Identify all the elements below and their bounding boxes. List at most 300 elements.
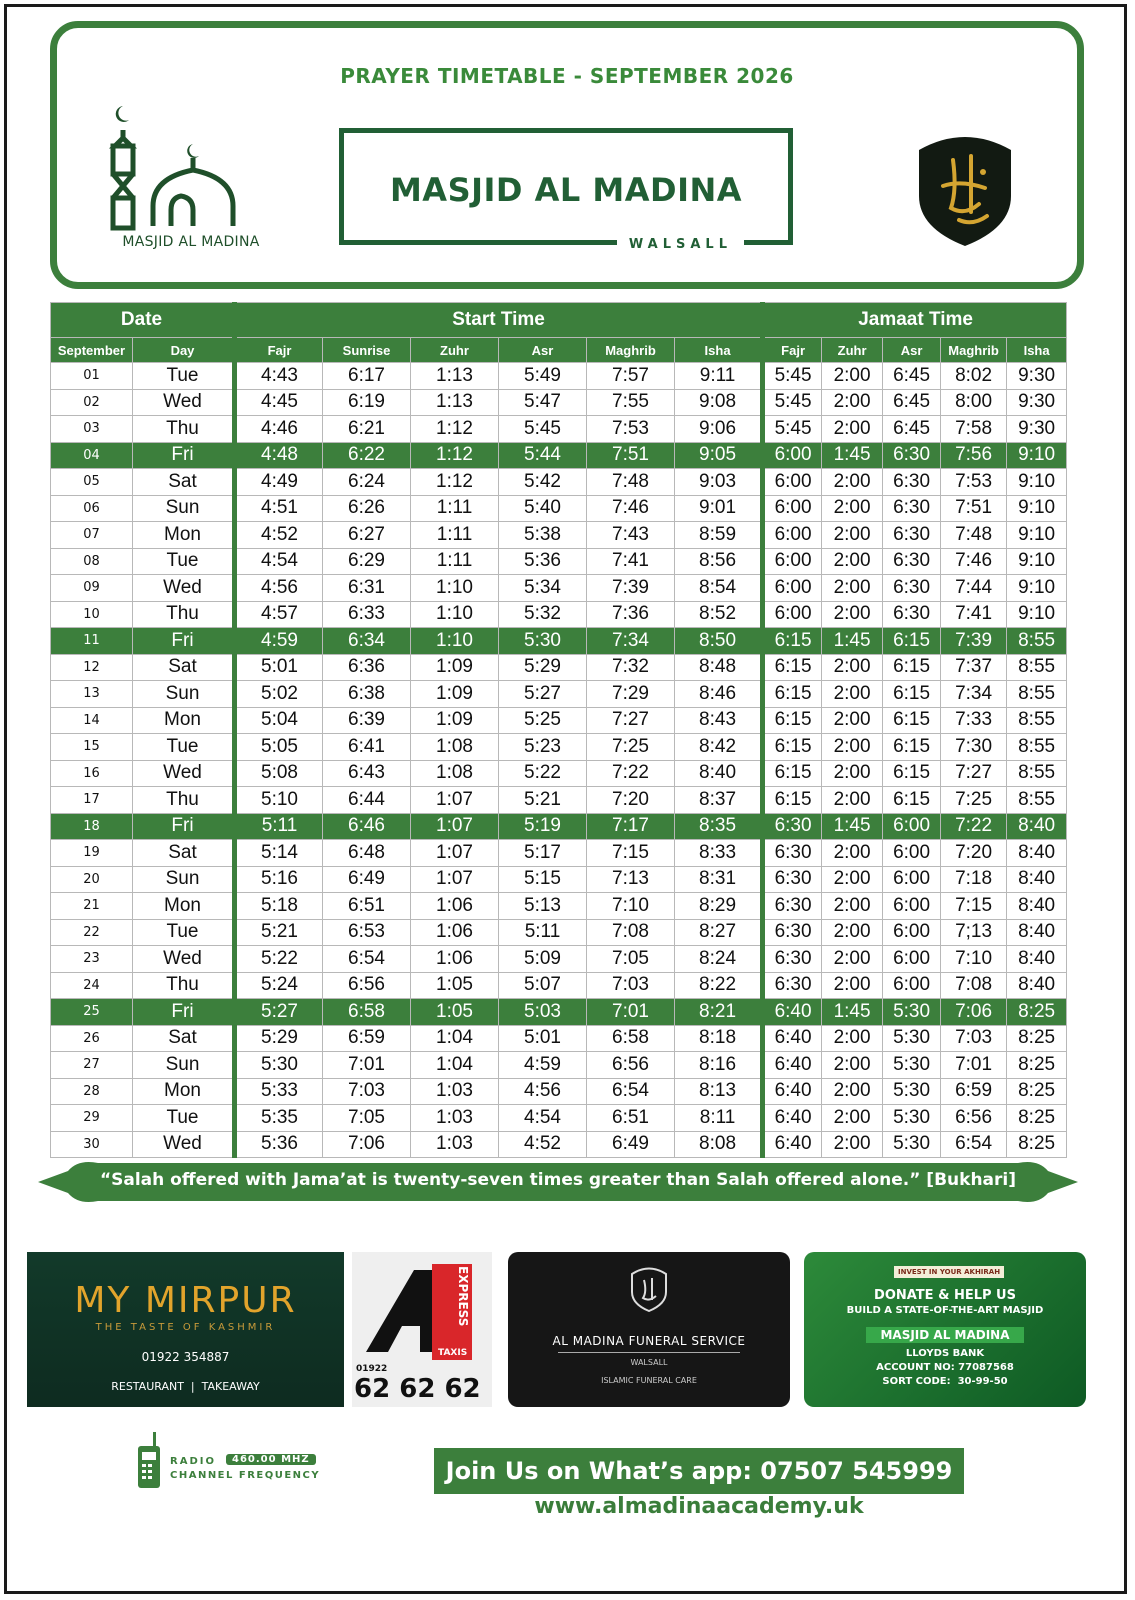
cell-isha-start: 9:11	[675, 363, 763, 390]
cell-sunrise: 6:46	[323, 813, 411, 840]
mosque-icon	[101, 98, 281, 233]
cell-isha-jamaat: 9:10	[1007, 495, 1067, 522]
cell-zuhr-start: 1:10	[411, 575, 499, 602]
cell-day: Wed	[133, 1131, 235, 1158]
cell-sunrise: 6:34	[323, 628, 411, 655]
cell-isha-start: 8:33	[675, 840, 763, 867]
cell-zuhr-jamaat: 2:00	[822, 734, 883, 761]
cell-asr-start: 5:25	[499, 707, 587, 734]
cell-fajr-jamaat: 6:15	[763, 787, 822, 814]
cell-asr-start: 5:22	[499, 760, 587, 787]
table-row	[51, 787, 1067, 814]
cell-maghrib-jamaat: 7:18	[941, 866, 1007, 893]
cell-fajr-start: 5:33	[235, 1078, 323, 1105]
cell-fajr-jamaat: 6:00	[763, 469, 822, 496]
cell-maghrib-start: 7:22	[587, 760, 675, 787]
hadith-banner	[38, 1157, 1078, 1207]
radio-freq: 460.00 MHZ	[226, 1454, 316, 1465]
column-header-fajr-start: Fajr	[235, 338, 323, 363]
cell-asr-start: 5:32	[499, 601, 587, 628]
cell-day: Tue	[133, 363, 235, 390]
cell-isha-start: 8:43	[675, 707, 763, 734]
cell-fajr-jamaat: 6:30	[763, 813, 822, 840]
cell-asr-start: 5:01	[499, 1025, 587, 1052]
funeral-desc: ISLAMIC FUNERAL CARE	[601, 1376, 697, 1385]
cell-asr-start: 5:07	[499, 972, 587, 999]
cell-month: 09	[51, 575, 133, 602]
cell-month: 14	[51, 707, 133, 734]
cell-month: 11	[51, 628, 133, 655]
cell-fajr-jamaat: 6:30	[763, 866, 822, 893]
mirpur-services: RESTAURANT | TAKEAWAY	[111, 1380, 260, 1393]
cell-day: Thu	[133, 416, 235, 443]
cell-fajr-start: 5:02	[235, 681, 323, 708]
cell-zuhr-start: 1:07	[411, 787, 499, 814]
cell-month: 20	[51, 866, 133, 893]
funeral-service-ad[interactable]	[508, 1252, 790, 1407]
cell-asr-jamaat: 6:30	[883, 442, 941, 469]
cell-fajr-jamaat: 6:40	[763, 1078, 822, 1105]
cell-month: 22	[51, 919, 133, 946]
cell-isha-start: 8:24	[675, 946, 763, 973]
cell-month: 02	[51, 389, 133, 416]
cell-fajr-jamaat: 6:40	[763, 1105, 822, 1132]
cell-asr-start: 5:19	[499, 813, 587, 840]
cell-maghrib-start: 7:05	[587, 946, 675, 973]
table-row	[51, 1025, 1067, 1052]
cell-month: 21	[51, 893, 133, 920]
cell-isha-jamaat: 8:55	[1007, 654, 1067, 681]
whatsapp-banner[interactable]: Join Us on What’s app: 07507 545999	[434, 1448, 964, 1494]
cell-zuhr-start: 1:09	[411, 654, 499, 681]
column-header-sunrise: Sunrise	[323, 338, 411, 363]
table-row	[51, 813, 1067, 840]
cell-maghrib-jamaat: 7:20	[941, 840, 1007, 867]
cell-fajr-start: 4:54	[235, 548, 323, 575]
cell-maghrib-start: 7:53	[587, 416, 675, 443]
cell-asr-start: 5:40	[499, 495, 587, 522]
cell-maghrib-jamaat: 7:41	[941, 601, 1007, 628]
cell-fajr-jamaat: 6:30	[763, 840, 822, 867]
cell-day: Thu	[133, 787, 235, 814]
table-row	[51, 548, 1067, 575]
cell-fajr-start: 5:36	[235, 1131, 323, 1158]
cell-maghrib-jamaat: 7:51	[941, 495, 1007, 522]
cell-asr-jamaat: 5:30	[883, 1025, 941, 1052]
cell-asr-start: 5:47	[499, 389, 587, 416]
cell-day: Tue	[133, 1105, 235, 1132]
cell-asr-start: 5:34	[499, 575, 587, 602]
column-header-zuhr-start: Zuhr	[411, 338, 499, 363]
cell-sunrise: 6:17	[323, 363, 411, 390]
cell-isha-start: 9:03	[675, 469, 763, 496]
cell-asr-start: 5:13	[499, 893, 587, 920]
cell-isha-start: 8:29	[675, 893, 763, 920]
cell-fajr-start: 4:51	[235, 495, 323, 522]
cell-isha-start: 8:56	[675, 548, 763, 575]
cell-maghrib-start: 7:10	[587, 893, 675, 920]
cell-sunrise: 6:33	[323, 601, 411, 628]
donate-title: DONATE & HELP US	[874, 1288, 1016, 1303]
cell-sunrise: 6:41	[323, 734, 411, 761]
cell-maghrib-jamaat: 7:25	[941, 787, 1007, 814]
column-header-day: Day	[133, 338, 235, 363]
cell-month: 25	[51, 999, 133, 1026]
cell-zuhr-jamaat: 2:00	[822, 972, 883, 999]
start-time-group-header: Start Time	[235, 303, 763, 338]
cell-month: 24	[51, 972, 133, 999]
cell-fajr-start: 4:43	[235, 363, 323, 390]
cell-isha-start: 9:01	[675, 495, 763, 522]
cell-maghrib-jamaat: 7:39	[941, 628, 1007, 655]
column-header-fajr-jamaat: Fajr	[763, 338, 822, 363]
cell-sunrise: 6:48	[323, 840, 411, 867]
cell-isha-jamaat: 9:10	[1007, 575, 1067, 602]
cell-zuhr-start: 1:03	[411, 1131, 499, 1158]
timetable-body	[51, 363, 1067, 1158]
cell-fajr-jamaat: 5:45	[763, 363, 822, 390]
cell-sunrise: 6:19	[323, 389, 411, 416]
cell-asr-jamaat: 5:30	[883, 1131, 941, 1158]
express-taxis-ad[interactable]	[352, 1252, 492, 1407]
cell-maghrib-start: 7:39	[587, 575, 675, 602]
cell-zuhr-jamaat: 1:45	[822, 813, 883, 840]
taxi-taxis-label: TAXIS	[438, 1348, 468, 1358]
cell-zuhr-jamaat: 2:00	[822, 1105, 883, 1132]
cell-day: Thu	[133, 601, 235, 628]
cell-maghrib-jamaat: 7:08	[941, 972, 1007, 999]
cell-day: Mon	[133, 893, 235, 920]
cell-zuhr-jamaat: 2:00	[822, 654, 883, 681]
cell-isha-jamaat: 8:40	[1007, 946, 1067, 973]
cell-month: 27	[51, 1052, 133, 1079]
cell-isha-start: 8:37	[675, 787, 763, 814]
cell-maghrib-start: 6:58	[587, 1025, 675, 1052]
cell-maghrib-jamaat: 7:44	[941, 575, 1007, 602]
cell-zuhr-start: 1:10	[411, 628, 499, 655]
donate-subtitle: BUILD A STATE-OF-THE-ART MASJID	[846, 1305, 1044, 1316]
cell-isha-jamaat: 8:25	[1007, 999, 1067, 1026]
cell-zuhr-jamaat: 2:00	[822, 760, 883, 787]
cell-sunrise: 6:22	[323, 442, 411, 469]
cell-fajr-jamaat: 6:30	[763, 893, 822, 920]
cell-asr-jamaat: 6:15	[883, 654, 941, 681]
cell-asr-jamaat: 6:45	[883, 363, 941, 390]
cell-zuhr-start: 1:13	[411, 389, 499, 416]
cell-day: Wed	[133, 946, 235, 973]
cell-maghrib-start: 6:49	[587, 1131, 675, 1158]
cell-day: Tue	[133, 734, 235, 761]
cell-isha-start: 8:52	[675, 601, 763, 628]
taxi-phone-number: 62 62 62	[354, 1374, 481, 1404]
cell-isha-jamaat: 9:10	[1007, 522, 1067, 549]
cell-isha-start: 9:05	[675, 442, 763, 469]
taxi-express-label: EXPRESS	[456, 1266, 470, 1327]
cell-zuhr-jamaat: 2:00	[822, 416, 883, 443]
cell-sunrise: 6:38	[323, 681, 411, 708]
cell-maghrib-jamaat: 7:33	[941, 707, 1007, 734]
cell-maghrib-start: 7:51	[587, 442, 675, 469]
cell-asr-jamaat: 6:00	[883, 946, 941, 973]
cell-fajr-jamaat: 6:15	[763, 760, 822, 787]
cell-zuhr-start: 1:11	[411, 548, 499, 575]
cell-asr-start: 5:27	[499, 681, 587, 708]
cell-asr-jamaat: 6:15	[883, 707, 941, 734]
cell-fajr-jamaat: 6:30	[763, 946, 822, 973]
cell-isha-start: 8:08	[675, 1131, 763, 1158]
cell-fajr-start: 5:01	[235, 654, 323, 681]
cell-sunrise: 6:27	[323, 522, 411, 549]
cell-maghrib-jamaat: 7:01	[941, 1052, 1007, 1079]
table-row	[51, 999, 1067, 1026]
cell-asr-jamaat: 6:15	[883, 681, 941, 708]
walkie-talkie-icon	[136, 1432, 162, 1490]
donate-sort-code: SORT CODE: 30-99-50	[882, 1376, 1008, 1387]
cell-month: 26	[51, 1025, 133, 1052]
cell-zuhr-jamaat: 2:00	[822, 1052, 883, 1079]
cell-isha-start: 8:46	[675, 681, 763, 708]
mirpur-tagline: THE TASTE OF KASHMIR	[95, 1322, 276, 1333]
cell-sunrise: 6:36	[323, 654, 411, 681]
table-row	[51, 1078, 1067, 1105]
cell-fajr-start: 5:05	[235, 734, 323, 761]
cell-isha-jamaat: 8:40	[1007, 893, 1067, 920]
cell-fajr-jamaat: 5:45	[763, 416, 822, 443]
cell-isha-jamaat: 9:30	[1007, 416, 1067, 443]
table-row	[51, 919, 1067, 946]
page-title: PRAYER TIMETABLE - SEPTEMBER 2026	[340, 64, 794, 88]
table-row	[51, 760, 1067, 787]
cell-isha-start: 8:40	[675, 760, 763, 787]
cell-asr-jamaat: 6:15	[883, 760, 941, 787]
cell-isha-jamaat: 8:40	[1007, 813, 1067, 840]
cell-isha-jamaat: 9:10	[1007, 601, 1067, 628]
cell-zuhr-start: 1:06	[411, 946, 499, 973]
cell-zuhr-jamaat: 2:00	[822, 548, 883, 575]
cell-month: 06	[51, 495, 133, 522]
cell-fajr-start: 4:52	[235, 522, 323, 549]
table-row	[51, 601, 1067, 628]
masjid-name-box	[339, 128, 793, 252]
column-header-zuhr-jamaat: Zuhr	[822, 338, 883, 363]
cell-day: Sat	[133, 469, 235, 496]
cell-asr-start: 5:42	[499, 469, 587, 496]
cell-asr-jamaat: 6:00	[883, 919, 941, 946]
cell-fajr-start: 4:49	[235, 469, 323, 496]
cell-maghrib-jamaat: 6:56	[941, 1105, 1007, 1132]
cell-asr-start: 5:49	[499, 363, 587, 390]
cell-zuhr-start: 1:12	[411, 469, 499, 496]
cell-maghrib-start: 6:54	[587, 1078, 675, 1105]
cell-asr-start: 5:29	[499, 654, 587, 681]
donate-account: ACCOUNT NO: 77087568	[876, 1362, 1014, 1373]
cell-day: Sun	[133, 866, 235, 893]
donate-invest-badge: INVEST IN YOUR AKHIRAH	[894, 1266, 1004, 1278]
cell-fajr-start: 5:08	[235, 760, 323, 787]
cell-fajr-start: 5:22	[235, 946, 323, 973]
donate-ad[interactable]	[804, 1252, 1086, 1407]
cell-day: Fri	[133, 442, 235, 469]
cell-isha-jamaat: 8:55	[1007, 628, 1067, 655]
cell-zuhr-jamaat: 2:00	[822, 893, 883, 920]
cell-maghrib-jamaat: 7:48	[941, 522, 1007, 549]
cell-maghrib-start: 7:27	[587, 707, 675, 734]
cell-maghrib-jamaat: 7:34	[941, 681, 1007, 708]
website-link[interactable]: www.almadinaacademy.uk	[534, 1494, 864, 1519]
my-mirpur-ad[interactable]	[27, 1252, 344, 1407]
cell-maghrib-jamaat: 7:53	[941, 469, 1007, 496]
cell-zuhr-jamaat: 1:45	[822, 628, 883, 655]
column-header-asr-jamaat: Asr	[883, 338, 941, 363]
cell-asr-jamaat: 6:30	[883, 469, 941, 496]
cell-zuhr-jamaat: 2:00	[822, 389, 883, 416]
cell-sunrise: 6:54	[323, 946, 411, 973]
cell-maghrib-jamaat: 6:59	[941, 1078, 1007, 1105]
cell-zuhr-jamaat: 2:00	[822, 575, 883, 602]
cell-isha-jamaat: 8:40	[1007, 840, 1067, 867]
cell-zuhr-jamaat: 1:45	[822, 442, 883, 469]
cell-asr-start: 5:15	[499, 866, 587, 893]
column-header-month: September	[51, 338, 133, 363]
cell-zuhr-start: 1:06	[411, 893, 499, 920]
cell-maghrib-jamaat: 7:10	[941, 946, 1007, 973]
cell-asr-start: 5:38	[499, 522, 587, 549]
cell-fajr-start: 4:59	[235, 628, 323, 655]
donate-bank: LLOYDS BANK	[905, 1348, 985, 1359]
cell-zuhr-jamaat: 2:00	[822, 522, 883, 549]
cell-fajr-start: 5:29	[235, 1025, 323, 1052]
cell-zuhr-jamaat: 2:00	[822, 495, 883, 522]
cell-isha-jamaat: 8:40	[1007, 866, 1067, 893]
calligraphy-badge	[913, 130, 1017, 248]
cell-isha-start: 8:31	[675, 866, 763, 893]
cell-maghrib-jamaat: 8:02	[941, 363, 1007, 390]
cell-day: Mon	[133, 522, 235, 549]
logo-left-text: MASJID AL MADINA	[122, 234, 260, 250]
mirpur-phone: 01922 354887	[141, 1350, 230, 1364]
cell-sunrise: 6:24	[323, 469, 411, 496]
column-header-isha-jamaat: Isha	[1007, 338, 1067, 363]
cell-fajr-start: 4:45	[235, 389, 323, 416]
cell-fajr-jamaat: 6:00	[763, 548, 822, 575]
cell-isha-start: 8:11	[675, 1105, 763, 1132]
cell-fajr-start: 4:46	[235, 416, 323, 443]
cell-maghrib-start: 6:51	[587, 1105, 675, 1132]
cell-sunrise: 6:58	[323, 999, 411, 1026]
cell-isha-jamaat: 8:55	[1007, 681, 1067, 708]
cell-zuhr-jamaat: 2:00	[822, 1025, 883, 1052]
cell-asr-jamaat: 5:30	[883, 1078, 941, 1105]
cell-fajr-jamaat: 6:00	[763, 601, 822, 628]
table-row	[51, 681, 1067, 708]
cell-fajr-start: 5:30	[235, 1052, 323, 1079]
cell-fajr-start: 5:16	[235, 866, 323, 893]
cell-isha-jamaat: 9:30	[1007, 363, 1067, 390]
cell-zuhr-jamaat: 2:00	[822, 681, 883, 708]
taxi-logo-icon	[352, 1256, 492, 1366]
cell-zuhr-start: 1:09	[411, 681, 499, 708]
cell-zuhr-jamaat: 2:00	[822, 787, 883, 814]
cell-maghrib-jamaat: 7:03	[941, 1025, 1007, 1052]
cell-maghrib-jamaat: 7:58	[941, 416, 1007, 443]
cell-zuhr-jamaat: 2:00	[822, 866, 883, 893]
cell-fajr-jamaat: 6:15	[763, 734, 822, 761]
cell-sunrise: 6:53	[323, 919, 411, 946]
cell-asr-jamaat: 6:45	[883, 416, 941, 443]
cell-maghrib-jamaat: 8:00	[941, 389, 1007, 416]
cell-day: Tue	[133, 919, 235, 946]
cell-zuhr-start: 1:04	[411, 1025, 499, 1052]
cell-fajr-jamaat: 6:15	[763, 707, 822, 734]
cell-day: Sun	[133, 681, 235, 708]
cell-isha-start: 8:48	[675, 654, 763, 681]
cell-asr-jamaat: 6:30	[883, 601, 941, 628]
cell-zuhr-jamaat: 2:00	[822, 601, 883, 628]
cell-zuhr-start: 1:12	[411, 416, 499, 443]
cell-sunrise: 6:49	[323, 866, 411, 893]
table-row	[51, 442, 1067, 469]
cell-zuhr-start: 1:08	[411, 734, 499, 761]
cell-zuhr-jamaat: 1:45	[822, 999, 883, 1026]
cell-sunrise: 6:56	[323, 972, 411, 999]
table-row	[51, 416, 1067, 443]
cell-fajr-start: 5:18	[235, 893, 323, 920]
cell-asr-start: 4:59	[499, 1052, 587, 1079]
cell-zuhr-jamaat: 2:00	[822, 707, 883, 734]
cell-maghrib-start: 7:41	[587, 548, 675, 575]
cell-asr-start: 5:45	[499, 416, 587, 443]
table-row	[51, 866, 1067, 893]
cell-isha-start: 8:21	[675, 999, 763, 1026]
cell-isha-start: 8:35	[675, 813, 763, 840]
cell-zuhr-jamaat: 2:00	[822, 363, 883, 390]
cell-asr-jamaat: 6:00	[883, 840, 941, 867]
cell-zuhr-start: 1:09	[411, 707, 499, 734]
table-row	[51, 654, 1067, 681]
cell-zuhr-jamaat: 2:00	[822, 1078, 883, 1105]
mirpur-name: MY MIRPUR	[74, 1280, 297, 1321]
cell-asr-jamaat: 6:30	[883, 548, 941, 575]
funeral-logo-icon	[629, 1266, 669, 1312]
cell-month: 13	[51, 681, 133, 708]
cell-month: 08	[51, 548, 133, 575]
cell-month: 15	[51, 734, 133, 761]
cell-month: 30	[51, 1131, 133, 1158]
cell-zuhr-start: 1:03	[411, 1105, 499, 1132]
cell-sunrise: 6:44	[323, 787, 411, 814]
cell-fajr-start: 5:21	[235, 919, 323, 946]
hadith-quote: “Salah offered with Jama’at is twenty-seven times greater than Salah offered alone.” [Bukhari]	[99, 1170, 1017, 1190]
cell-zuhr-start: 1:05	[411, 972, 499, 999]
cell-day: Wed	[133, 389, 235, 416]
cell-day: Fri	[133, 813, 235, 840]
cell-fajr-start: 4:56	[235, 575, 323, 602]
cell-asr-jamaat: 6:00	[883, 972, 941, 999]
cell-asr-start: 4:54	[499, 1105, 587, 1132]
cell-maghrib-start: 7:55	[587, 389, 675, 416]
cell-asr-jamaat: 5:30	[883, 1052, 941, 1079]
cell-zuhr-jamaat: 2:00	[822, 469, 883, 496]
cell-zuhr-start: 1:05	[411, 999, 499, 1026]
cell-maghrib-start: 7:13	[587, 866, 675, 893]
cell-asr-jamaat: 6:00	[883, 866, 941, 893]
cell-day: Thu	[133, 972, 235, 999]
cell-zuhr-start: 1:07	[411, 813, 499, 840]
cell-isha-start: 8:22	[675, 972, 763, 999]
cell-day: Mon	[133, 707, 235, 734]
cell-month: 12	[51, 654, 133, 681]
table-row	[51, 1131, 1067, 1158]
